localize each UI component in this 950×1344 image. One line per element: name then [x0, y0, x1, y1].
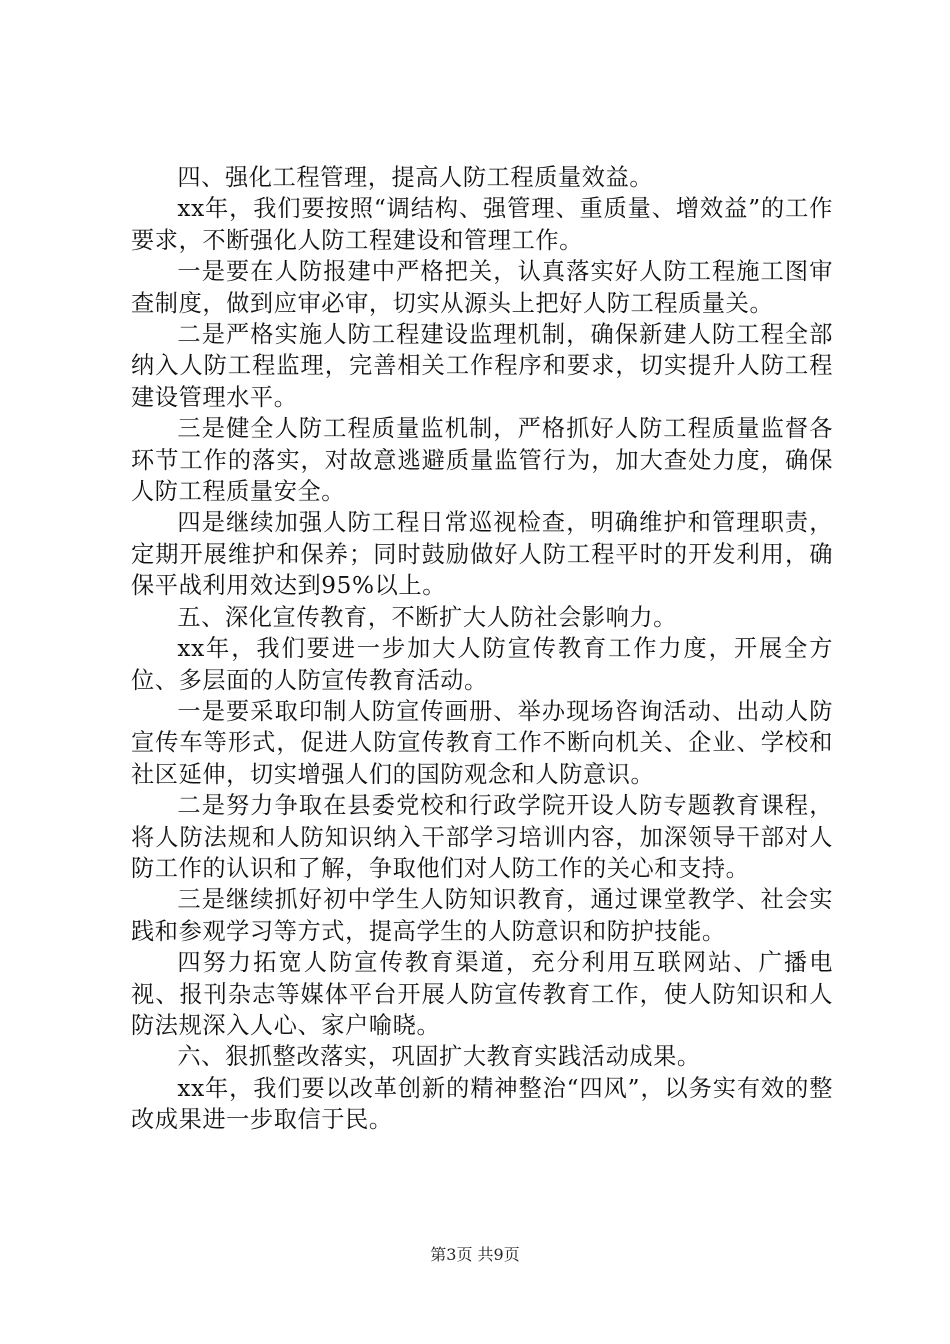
page-number-footer: 第3页 共9页: [430, 1245, 520, 1264]
paragraph: 三是健全人防工程质量监机制，严格抓好人防工程质量监督各环节工作的落实，对故意逃避质量监管行为，加大查处力度，确保人防工程质量安全。: [131, 415, 833, 506]
section-heading-5: 五、深化宣传教育，不断扩大人防社会影响力。: [177, 603, 677, 631]
paragraph: 一是要采取印制人防宣传画册、举办现场咨询活动、出动人防宣传车等形式，促进人防宣传教育工作不断向机关、企业、学校和社区延伸，切实增强人们的国防观念和人防意识。: [131, 697, 833, 788]
document-body: [131, 162, 833, 1136]
paragraph: 四努力拓宽人防宣传教育渠道，充分利用互联网站、广播电视、报刊杂志等媒体平台开展人防宣传教育工作，使人防知识和人防法规深入人心、家户喻晓。: [131, 949, 833, 1039]
paragraph: xx年，我们要进一步加大人防宣传教育工作力度，开展全方位、多层面的人防宣传教育活动。: [131, 635, 833, 694]
paragraph: xx年，我们要以改革创新的精神整治“四风”，以务实有效的整改成果进一步取信于民。: [131, 1074, 833, 1134]
section-heading-6: 六、狠抓整改落实，巩固扩大教育实践活动成果。: [177, 1043, 701, 1071]
paragraph: xx年，我们要按照“调结构、强管理、重质量、增效益”的工作要求，不断强化人防工程建设和管理工作。: [131, 195, 833, 254]
paragraph: 二是严格实施人防工程建设监理机制，确保新建人防工程全部纳入人防工程监理，完善相关工作程序和要求，切实提升人防工程建设管理水平。: [131, 321, 833, 411]
section-heading-4: 四、强化工程管理，提高人防工程质量效益。: [177, 164, 654, 191]
paragraph: 二是努力争取在县委党校和行政学院开设人防专题教育课程，将人防法规和人防知识纳入干部学习培训内容，加深领导干部对人防工作的认识和了解，争取他们对人防工作的关心和支持。: [131, 792, 833, 882]
paragraph: 三是继续抓好初中学生人防知识教育，通过课堂教学、社会实践和参观学习等方式，提高学生的人防意识和防护技能。: [131, 886, 833, 945]
paragraph: 四是继续加强人防工程日常巡视检查，明确维护和管理职责，定期开展维护和保养；同时鼓励做好人防工程平时的开发利用，确保平战利用效达到95%以上。: [131, 509, 833, 600]
paragraph: 一是要在人防报建中严格把关，认真落实好人防工程施工图审查制度，做到应审必审，切实从源头上把好人防工程质量关。: [131, 258, 833, 317]
